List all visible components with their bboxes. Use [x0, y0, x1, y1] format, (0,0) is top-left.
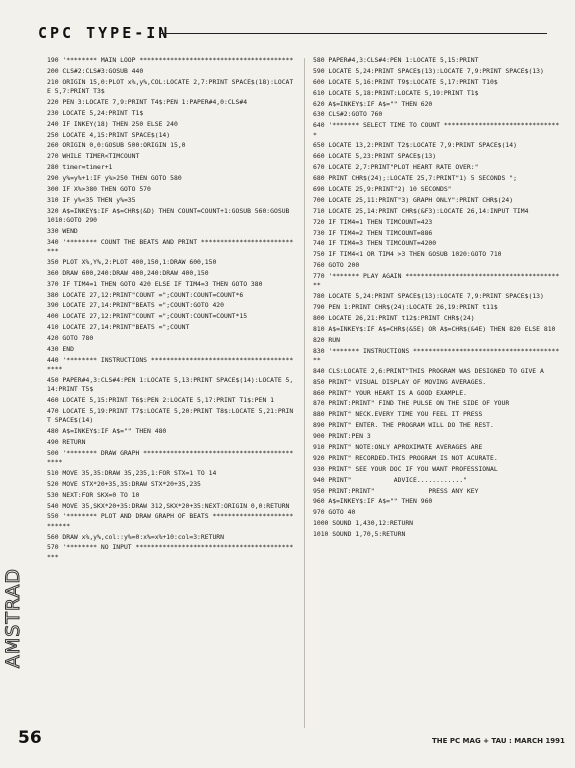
code-line: 670 LOCATE 2,7:PRINT"PLOT HEART RATE OVER:" — [313, 163, 479, 172]
code-line: 680 PRINT CHR$(24);:LOCATE 25,7:PRINT"1) 5 SECONDS "; — [313, 174, 517, 183]
code-line: 770 '******* PLAY AGAIN ****************************************** — [313, 272, 560, 290]
code-line: 660 LOCATE 5,23:PRINT SPACE$(13) — [313, 152, 437, 161]
page-number: 56 — [18, 728, 42, 748]
code-line: 440 '******** INSTRUCTIONS ***************************************** — [47, 355, 294, 374]
code-line: 320 A$=INKEY$:IF A$=CHR$(&D) THEN COUNT=COUNT+1:GOSUB 560:GOSUB 1010:GOTO 290 — [47, 206, 294, 224]
code-line: 410 LOCATE 27,14:PRINT"BEATS =";COUNT — [47, 323, 190, 332]
code-line: 1010 SOUND 1,70,5:RETURN — [313, 530, 406, 539]
code-line: 550 '******** PLOT AND DRAW GRAPH OF BEATS *************************** — [47, 512, 294, 530]
code-line: 750 IF TIM4<1 OR TIM4 >3 THEN GOSUB 1020:GOTO 710 — [313, 250, 502, 259]
code-line: 1000 SOUND 1,430,12:RETURN — [313, 519, 414, 528]
code-line: 600 LOCATE 5,16:PRINT T9$:LOCATE 5,17:PRINT T10$ — [313, 77, 498, 86]
code-line: 250 LOCATE 4,15:PRINT SPACE$(14) — [47, 130, 171, 139]
code-line: 910 PRINT" NOTE:ONLY APROXIMATE AVERAGES ARE — [313, 443, 483, 451]
code-line: 390 LOCATE 27,14:PRINT"BEATS =";COUNT:GOTO 420 — [47, 301, 224, 310]
code-line: 480 A$=INKEY$:IF A$="" THEN 480 — [47, 427, 167, 436]
right-code-column — [313, 56, 563, 541]
code-line: 560 DRAW x%,y%,col::y%=0:x%=x%+10:col=3:RETURN — [47, 532, 224, 541]
code-line: 790 PEN 1:PRINT CHR$(24):LOCATE 26,19:PRINT t11$ — [313, 303, 498, 312]
left-code-column — [47, 56, 297, 564]
code-line: 590 LOCATE 5,24:PRINT SPACE$(13):LOCATE 7,9:PRINT SPACE$(13) — [313, 66, 544, 75]
code-line: 850 PRINT" VISUAL DISPLAY OF MOVING AVERAGES. — [313, 377, 487, 386]
code-line: 200 CLS#2:CLS#3:GOSUB 440 — [47, 66, 144, 75]
code-line: 280 timer=timer+1 — [47, 163, 113, 172]
code-line: 580 PAPER#4,3:CLS#4:PEN 1:LOCATE 5,15:PRINT — [313, 56, 479, 64]
side-label-amstrad: AMSTRAD — [2, 568, 24, 669]
code-line: 210 ORIGIN 15,0:PLOT x%,y%,COL:LOCATE 2,7:PRINT SPACE$(18):LOCATE 5,7:PRINT T3$ — [47, 77, 294, 95]
code-line: 620 A$=INKEY$:IF A$="" THEN 620 — [313, 99, 433, 108]
code-line: 740 IF TIM4=3 THEN TIMCOUNT=4200 — [313, 239, 437, 248]
code-line: 430 END — [47, 344, 74, 353]
code-line: 330 WEND — [47, 226, 78, 235]
code-line: 800 LOCATE 26,21:PRINT t12$:PRINT CHR$(24) — [313, 314, 475, 322]
code-line: 630 CLS#2:GOTO 760 — [313, 110, 383, 119]
code-line: 650 LOCATE 13,2:PRINT T2$:LOCATE 7,9:PRINT SPACE$(14) — [313, 141, 517, 150]
code-line: 360 DRAW 600,240:DRAW 400,240:DRAW 400,150 — [47, 268, 209, 277]
code-line: 530 NEXT:FOR SKX=0 TO 10 — [47, 490, 140, 499]
code-line: 190 '******** MAIN LOOP **************************************** — [47, 56, 294, 64]
code-line: 470 LOCATE 5,19:PRINT T7$:LOCATE 5,20:PRINT T8$:LOCATE 5,21:PRINT SPACE$(14) — [47, 406, 294, 425]
code-line: 880 PRINT" NECK.EVERY TIME YOU FEEL IT PRESS — [313, 410, 483, 419]
code-line: 310 IF y%<35 THEN y%=35 — [47, 195, 136, 204]
column-divider — [304, 58, 305, 728]
section-title: CPC TYPE-IN — [38, 24, 171, 42]
code-line: 220 PEN 3:LOCATE 7,9:PRINT T4$:PEN 1:PAPER#4,0:CLS#4 — [47, 97, 248, 106]
code-line: 270 WHILE TIMER<TIMCOUNT — [47, 152, 140, 161]
code-line: 950 PRINT:PRINT" PRESS ANY KEY — [313, 486, 479, 495]
code-line: 570 '******** NO INPUT ******************************************** — [47, 543, 294, 561]
code-line: 810 A$=INKEY$:IF A$=CHR$(&5E) OR A$=CHR$(&4E) THEN 820 ELSE 810 — [313, 324, 556, 333]
code-line: 490 RETURN — [47, 437, 86, 446]
code-line: 420 GOTO 780 — [47, 334, 94, 343]
code-line: 760 GOTO 200 — [313, 261, 360, 270]
code-line: 370 IF TIM4=1 THEN GOTO 420 ELSE IF TIM4=3 THEN GOTO 380 — [47, 279, 263, 288]
code-line: 860 PRINT" YOUR HEART IS A GOOD EXAMPLE. — [313, 388, 467, 397]
code-line: 710 LOCATE 25,14:PRINT CHR$(&F3):LOCATE 26,14:INPUT TIM4 — [313, 206, 529, 215]
code-line: 960 A$=INKEY$:IF A$="" THEN 960 — [313, 497, 433, 506]
code-line: 640 '******* SELECT TIME TO COUNT ******************************* — [313, 121, 560, 139]
code-line: 340 '******** COUNT THE BEATS AND PRINT *************************** — [47, 237, 294, 255]
code-line: 400 LOCATE 27,12:PRINT"COUNT =";COUNT:COUNT=COUNT*15 — [47, 312, 248, 321]
publication-footer: THE PC MAG + TAU : MARCH 1991 — [432, 737, 565, 745]
code-line: 840 CLS:LOCATE 2,6:PRINT"THIS PROGRAM WAS DESIGNED TO GIVE A — [313, 366, 544, 375]
header-rule — [160, 33, 547, 34]
code-line: 290 y%=y%+1:IF y%>250 THEN GOTO 580 — [47, 174, 182, 183]
code-line: 450 PAPER#4,3:CLS#4:PEN 1:LOCATE 5,13:PRINT SPACE$(14):LOCATE 5,14:PRINT T5$ — [47, 375, 294, 394]
code-line: 940 PRINT" ADVICE............" — [313, 475, 467, 484]
code-line: 830 '******* INSTRUCTIONS **************************************** — [313, 346, 560, 364]
code-line: 730 IF TIM4=2 THEN TIMCOUNT=886 — [313, 228, 433, 237]
code-line: 700 LOCATE 25,11:PRINT"3) GRAPH ONLY":PRINT CHR$(24) — [313, 195, 514, 204]
code-line: 300 IF X%>380 THEN GOTO 570 — [47, 185, 151, 193]
code-line: 900 PRINT:PEN 3 — [313, 432, 371, 441]
code-line: 820 RUN — [313, 335, 340, 344]
code-line: 230 LOCATE 5,24:PRINT T1$ — [47, 108, 144, 117]
code-line: 380 LOCATE 27,12:PRINT"COUNT =";COUNT:COUNT=COUNT*6 — [47, 290, 244, 299]
code-line: 780 LOCATE 5,24:PRINT SPACE$(13):LOCATE 7,9:PRINT SPACE$(13) — [313, 292, 544, 301]
code-line: 260 ORIGIN 0,0:GOSUB 500:ORIGIN 15,0 — [47, 141, 186, 150]
code-line: 920 PRINT" RECORDED.THIS PROGRAM IS NOT ACURATE. — [313, 453, 498, 462]
code-line: 510 MOVE 35,35:DRAW 35,235,1:FOR STX=1 TO 14 — [47, 468, 217, 477]
code-line: 970 GOTO 40 — [313, 508, 356, 517]
code-line: 520 MOVE STX*20+35,35:DRAW STX*20+35,235 — [47, 479, 201, 488]
code-line: 890 PRINT" ENTER. THE PROGRAM WILL DO THE REST. — [313, 421, 494, 430]
code-line: 500 '******** DRAW GRAPH ******************************************* — [47, 448, 294, 467]
code-line: 870 PRINT:PRINT" FIND THE PULSE ON THE SIDE OF YOUR — [313, 399, 510, 408]
code-line: 610 LOCATE 5,18:PRINT:LOCATE 5,19:PRINT T1$ — [313, 88, 479, 97]
code-line: 930 PRINT" SEE YOUR DOC IF YOU WANT PROFESSIONAL — [313, 464, 498, 473]
code-line: 350 PLOT X%,Y%,2:PLOT 400,150,1:DRAW 600,150 — [47, 257, 217, 266]
code-line: 720 IF TIM4=1 THEN TIMCOUNT=423 — [313, 217, 433, 226]
code-line: 540 MOVE 35,SKX*20+35:DRAW 312,SKX*20+35:NEXT:ORIGIN 0,0:RETURN — [47, 501, 290, 510]
code-line: 690 LOCATE 25,9:PRINT"2) 10 SECONDS" — [313, 185, 452, 193]
code-line: 460 LOCATE 5,15:PRINT T6$:PEN 2:LOCATE 5,17:PRINT T1$:PEN 1 — [47, 396, 275, 405]
code-line: 240 IF INKEY(18) THEN 250 ELSE 240 — [47, 119, 178, 128]
